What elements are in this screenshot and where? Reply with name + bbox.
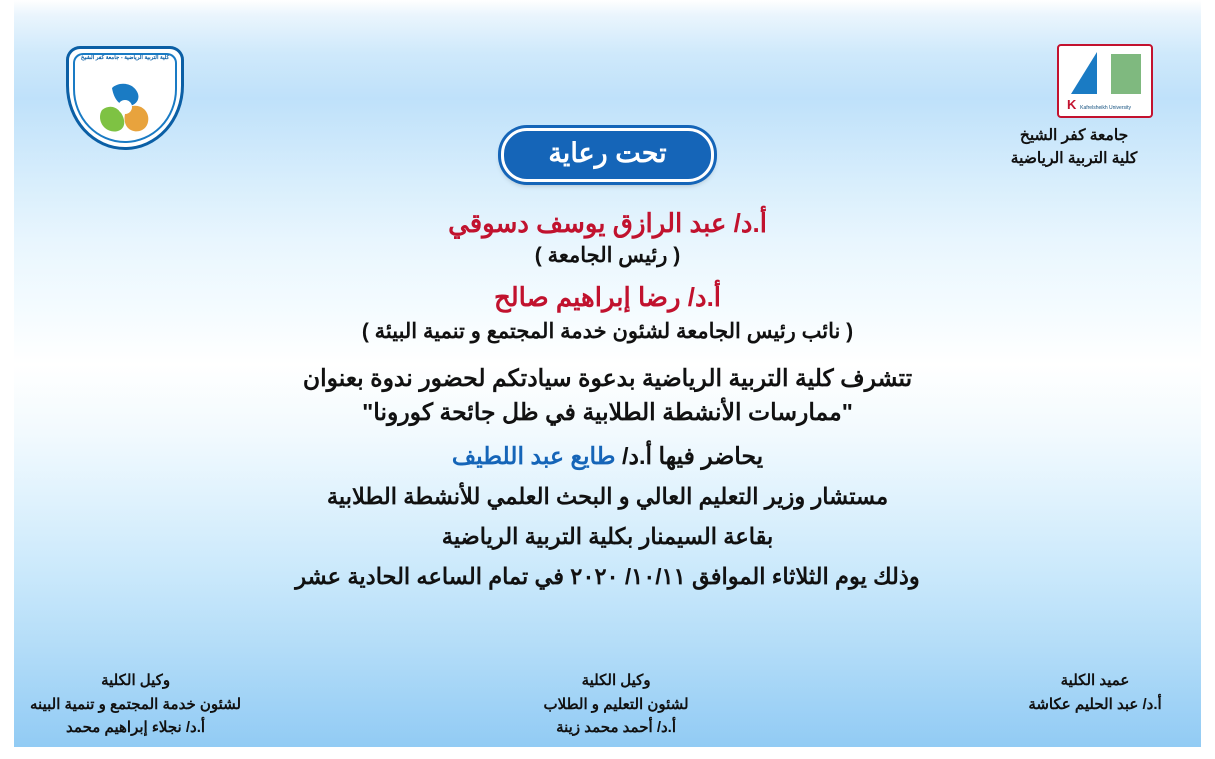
signature-line: وكيل الكلية <box>101 672 171 690</box>
invitation-text: تتشرف كلية التربية الرياضية بدعوة سيادتكم لحضور ندوة بعنوان <box>302 365 913 391</box>
patron-badge-wrap <box>0 128 1215 182</box>
university-sail-icon <box>1071 52 1097 94</box>
patron-one-role: ( رئيس الجامعة ) <box>534 244 681 267</box>
signature-dean <box>1005 669 1185 716</box>
datetime-text: وذلك يوم الثلاثاء الموافق ١٠/١١/ ٢٠٢٠ في تمام الساعه الحادية عشر <box>295 564 920 589</box>
seminar-title: "ممارسات الأنشطة الطلابية في ظل جائحة كورونا" <box>362 399 853 425</box>
page-edge-bottom <box>0 747 1215 759</box>
signature-line: لشئون خدمة المجتمع و تنمية البينه <box>30 695 242 713</box>
university-logo <box>1057 44 1153 118</box>
shield-logo-text: كلية التربية الرياضية - جامعة كفر الشيخ <box>80 55 170 61</box>
venue-text: بقاعة السيمنار بكلية التربية الرياضية <box>441 524 774 549</box>
speaker-prefix: يحاضر فيها أ.د/ <box>621 443 764 469</box>
university-mark-letter: K <box>1067 97 1077 112</box>
signature-line: أ.د/ نجلاء إبراهيم محمد <box>66 718 206 736</box>
header-university-name: جامعة كفر الشيخ <box>1019 127 1129 144</box>
signature-line: عميد الكلية <box>1060 672 1130 690</box>
signature-line: وكيل الكلية <box>581 672 651 690</box>
patron-two-role: ( نائب رئيس الجامعة لشئون خدمة المجتمع و تنمية البيئة ) <box>361 320 854 343</box>
signature-vice-dean-education <box>526 669 706 739</box>
patron-one-name: أ.د/ عبد الرازق يوسف دسوقي <box>448 208 767 238</box>
patron-two-name: أ.د/ رضا إبراهيم صالح <box>493 282 722 312</box>
header-faculty-name: كلية التربية الرياضية <box>1010 150 1138 168</box>
university-block-icon <box>1111 54 1141 94</box>
signature-line: أ.د/ أحمد محمد زينة <box>556 718 677 736</box>
speaker-line <box>0 442 1215 470</box>
signature-line: لشئون التعليم و الطلاب <box>543 695 689 713</box>
speaker-role: مستشار وزير التعليم العالي و البحث العلمي للأنشطة الطلابية <box>326 484 889 509</box>
poster-body <box>0 128 1215 590</box>
signature-line: أ.د/ عبد الحليم عكاشة <box>1028 695 1162 713</box>
patron-badge: تحت رعاية <box>501 128 713 182</box>
signature-vice-dean-community-service <box>30 669 241 739</box>
speaker-name: طايع عبد اللطيف <box>451 443 616 469</box>
university-mark-subtext: Kafrelsheikh University <box>1080 105 1131 111</box>
signature-row <box>30 669 1185 739</box>
